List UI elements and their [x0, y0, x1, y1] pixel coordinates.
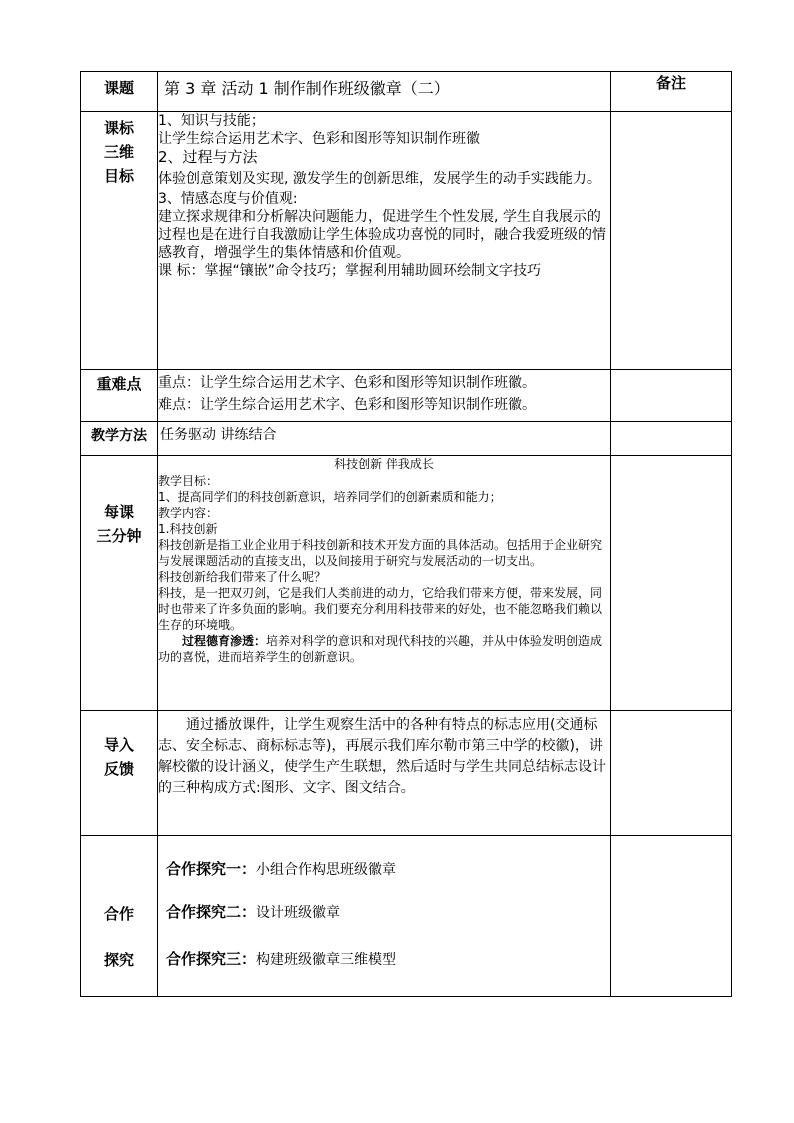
intro-label — [81, 711, 158, 836]
coop-item — [166, 858, 610, 879]
three-min-title: 科技创新 伴我成长 — [334, 457, 434, 471]
method-content: 任务驱动 讲练结合 — [158, 422, 611, 456]
method-label: 教学方法 — [81, 422, 158, 456]
goals-note — [611, 112, 732, 370]
three-min-line: 教学目标： — [158, 474, 219, 488]
three-min-line: 科技，是一把双刃剑，它是我们人类前进的动力，它给我们带来方便，带来发展，同时也带来了许多负面的影响。我们要充分利用科技带来的好处，也不能忽略我们赖以生存的环境哦。 — [158, 586, 603, 632]
coop-item-head: 合作探究二： — [166, 903, 257, 921]
coop-item-head: 合作探究一： — [166, 860, 257, 878]
three-min-line: 科技创新是指工业企业用于科技创新和技术开发方面的具体活动。包括用于企业研究与发展课题活动的直接支出，以及间接用于研究与发展活动的一切支出。 — [158, 538, 603, 568]
three-min-label-line: 每课 — [103, 503, 134, 521]
three-min-note — [611, 456, 732, 711]
goals-line: 体验创意策划及实现, 激发学生的创新思维，发展学生的动手实践能力。 — [158, 171, 601, 187]
goals-content — [158, 112, 611, 370]
goals-label — [81, 112, 158, 370]
coop-label-line: 探究 — [103, 951, 134, 969]
goals-line: 让学生综合运用艺术字、色彩和图形等知识制作班徽 — [158, 131, 480, 147]
coop-item-text: 设计班级徽章 — [256, 905, 341, 921]
coop-item-text: 构建班级徽章三维模型 — [256, 952, 397, 968]
row-three-min — [81, 456, 732, 711]
row-method — [81, 422, 732, 456]
three-min-line: 1、提高同学们的科技创新意识，培养同学们的创新素质和能力； — [158, 490, 502, 504]
goals-label-line: 课标 — [103, 119, 134, 137]
row-key-points — [81, 370, 732, 422]
coop-item-head: 合作探究三： — [166, 950, 257, 968]
moral-label: 过程德育渗透： — [182, 634, 267, 648]
coop-item-text: 小组合作构思班级徽章 — [256, 862, 397, 878]
three-min-label-line: 三分钟 — [96, 527, 142, 545]
row-coop — [81, 836, 732, 997]
goals-label-line: 目标 — [103, 167, 134, 185]
moral-text: 培养对科学的意识和对现代科技的兴趣，并从中体验发明创造成功的喜悦，进而培养学生的创新意识。 — [158, 634, 603, 664]
key-points-note — [611, 370, 732, 422]
key-points-label: 重难点 — [81, 370, 158, 422]
topic-label: 课题 — [81, 72, 158, 112]
moral-paragraph — [158, 633, 610, 665]
intro-content: 通过播放课件，让学生观察生活中的各种有特点的标志应用(交通标志、安全标志、商标标志等)，再展示我们库尔勒市第三中学的校徽)，讲解校徽的设计涵义，使学生产生联想，然后适时与学生共同总结标志设计的三种构成方式:图形、文字、图文结合。 — [158, 711, 611, 836]
coop-item — [166, 901, 610, 922]
three-min-content — [158, 456, 611, 711]
three-min-label — [81, 456, 158, 711]
goals-line: 建立探求规律和分析解决问题能力，促进学生个性发展, 学生自我展示的过程也是在进行自我激励让学生体验成功喜悦的同时，融合我爱班级的情感教育，增强学生的集体情感和价值观。 — [158, 209, 606, 261]
intro-label-line: 导入 — [103, 736, 134, 754]
coop-content — [158, 836, 611, 997]
goals-label-line: 三维 — [103, 143, 134, 161]
method-note — [611, 422, 732, 456]
row-goals — [81, 112, 732, 370]
three-min-line: 科技创新给我们带来了什么呢？ — [158, 570, 327, 584]
key-point-line: 重点：让学生综合运用艺术字、色彩和图形等知识制作班徽。 — [158, 375, 536, 391]
goals-line: 1、知识与技能； — [158, 113, 265, 129]
key-point-line: 难点：让学生综合运用艺术字、色彩和图形等知识制作班徽。 — [158, 397, 536, 413]
goals-line: 3、情感态度与价值观: — [158, 191, 298, 207]
intro-label-line: 反馈 — [103, 760, 134, 778]
goals-line: 课 标：掌握“镶嵌”命令技巧；掌握利用辅助圆环绘制文字技巧 — [158, 263, 541, 279]
coop-label — [81, 836, 158, 997]
three-min-line: 教学内容： — [158, 506, 219, 520]
coop-note — [611, 836, 732, 997]
coop-item — [166, 948, 610, 969]
intro-note — [611, 711, 732, 836]
row-intro — [81, 711, 732, 836]
topic-content: 第 3 章 活动 1 制作制作班级徽章（二） — [158, 72, 611, 112]
note-header: 备注 — [611, 72, 732, 112]
goals-line: 2、过程与方法 — [158, 148, 258, 166]
coop-label-line: 合作 — [103, 905, 134, 923]
three-min-line: 1.科技创新 — [158, 522, 218, 536]
row-topic — [81, 72, 732, 112]
key-points-content — [158, 370, 611, 422]
lesson-plan-table — [80, 71, 732, 997]
